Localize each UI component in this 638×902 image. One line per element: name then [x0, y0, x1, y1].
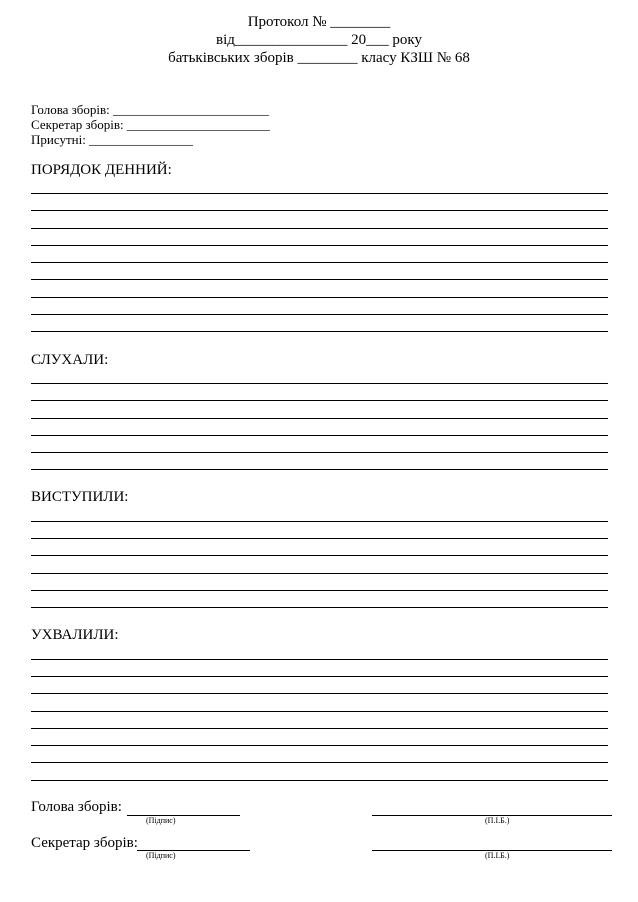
- agenda-line: [31, 314, 608, 315]
- heard-line: [31, 400, 608, 401]
- protocol-title: Протокол № ________: [247, 14, 391, 30]
- spoke-line: [31, 538, 608, 539]
- secretary-signature-caption: (Підпис): [146, 851, 176, 860]
- heard-line: [31, 452, 608, 453]
- agenda-line: [31, 331, 608, 332]
- resolved-line: [31, 762, 608, 763]
- resolved-line: [31, 676, 608, 677]
- heard-line: [31, 383, 608, 384]
- resolved-line: [31, 728, 608, 729]
- resolved-line: [31, 693, 608, 694]
- agenda-title: ПОРЯДОК ДЕННИЙ:: [31, 162, 172, 178]
- agenda-line: [31, 193, 608, 194]
- spoke-line: [31, 590, 608, 591]
- resolved-line: [31, 745, 608, 746]
- heard-line: [31, 418, 608, 419]
- protocol-meeting: батьківських зборів ________ класу КЗШ № 68: [168, 50, 470, 66]
- present-field: Присутні: ________________: [31, 132, 194, 147]
- spoke-line: [31, 521, 608, 522]
- resolved-line: [31, 659, 608, 660]
- spoke-line: [31, 573, 608, 574]
- agenda-line: [31, 228, 608, 229]
- agenda-line: [31, 297, 608, 298]
- chair-signature-caption: (Підпис): [146, 816, 176, 825]
- spoke-title: ВИСТУПИЛИ:: [31, 489, 129, 505]
- chair-name-caption: (П.І.Б.): [485, 816, 510, 825]
- agenda-line: [31, 262, 608, 263]
- secretary-signature-label: Секретар зборів:: [31, 835, 138, 851]
- secretary-field: Секретар зборів: ______________________: [31, 117, 270, 132]
- heard-title: СЛУХАЛИ:: [31, 352, 109, 368]
- chair-signature-label: Голова зборів:: [31, 799, 122, 815]
- resolved-line: [31, 711, 608, 712]
- heard-line: [31, 469, 608, 470]
- agenda-line: [31, 245, 608, 246]
- protocol-date: від_______________ 20___ року: [216, 32, 422, 48]
- secretary-name-caption: (П.І.Б.): [485, 851, 510, 860]
- heard-line: [31, 435, 608, 436]
- resolved-line: [31, 780, 608, 781]
- agenda-line: [31, 210, 608, 211]
- chair-signature-line: [127, 815, 240, 816]
- chair-field: Голова зборів: ________________________: [31, 102, 270, 117]
- spoke-line: [31, 607, 608, 608]
- spoke-line: [31, 555, 608, 556]
- agenda-line: [31, 279, 608, 280]
- resolved-title: УХВАЛИЛИ:: [31, 627, 119, 643]
